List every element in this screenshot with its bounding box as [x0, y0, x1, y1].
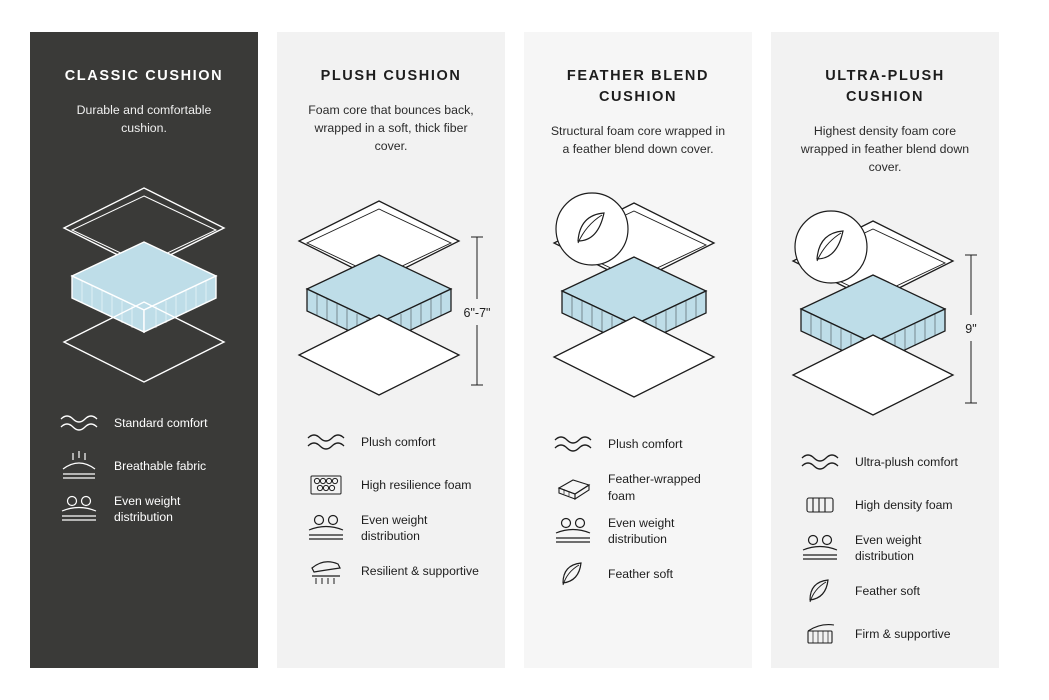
measurement-label: 9": [965, 322, 977, 337]
feature-label: Even weight distribution: [855, 532, 922, 563]
even-weight-icon: [550, 515, 596, 547]
page-title: ULTRA-PLUSH CUSHION: [825, 68, 945, 106]
feature-label: Plush comfort: [361, 434, 436, 449]
cushion-exploded-diagram: [287, 174, 495, 404]
feature-label: Even weight distribution: [608, 515, 675, 546]
list-item: [797, 446, 981, 478]
list-item: [797, 618, 981, 650]
feature-label: Feather-wrapped foam: [608, 472, 701, 503]
panel-classic-cushion: [30, 32, 258, 668]
even-weight-icon: [797, 532, 843, 564]
panel-ultra-plush-cushion: [771, 32, 999, 668]
feature-label: High resilience foam: [361, 477, 472, 492]
list-item: [797, 532, 981, 564]
feature-label: High density foam: [855, 497, 953, 512]
feature-list: [542, 428, 734, 589]
panel-plush-cushion: [277, 32, 505, 668]
feature-list: [789, 446, 981, 650]
foam-block-icon: [550, 472, 596, 504]
feature-label: Even weight distribution: [114, 494, 181, 525]
breathable-fabric-icon: [56, 450, 102, 482]
list-item: [550, 515, 734, 547]
panel-subtitle: Highest density foam core wrapped in feather blend down cover.: [800, 124, 970, 175]
feature-list: [295, 426, 487, 587]
base-layer: [299, 315, 459, 395]
feature-label: Firm & supportive: [855, 626, 951, 641]
feature-label: Resilient & supportive: [361, 563, 479, 578]
feature-label: Feather soft: [855, 583, 921, 598]
measurement-label: 6"-7": [463, 305, 491, 320]
feature-label: Standard comfort: [114, 416, 208, 431]
page-title: FEATHER BLEND CUSHION: [566, 68, 710, 106]
wave-lines-icon: [797, 446, 843, 478]
wave-lines-icon: [56, 407, 102, 439]
cushion-exploded-diagram: [40, 155, 248, 385]
feature-label: Breathable fabric: [114, 459, 207, 474]
list-item: [797, 489, 981, 521]
page-title: PLUSH CUSHION: [320, 68, 462, 84]
panel-subtitle: Foam core that bounces back, wrapped in a soft, thick fiber cover.: [308, 103, 474, 154]
panel-subtitle: Durable and comfortable cushion.: [76, 103, 212, 136]
cushion-exploded-diagram: [534, 176, 742, 406]
base-layer: [554, 317, 714, 397]
list-item: [550, 471, 734, 503]
wave-lines-icon: [303, 426, 349, 458]
list-item: [303, 555, 487, 587]
height-dimension-line: [464, 237, 491, 385]
list-item: [303, 469, 487, 501]
height-dimension-line: [965, 255, 977, 403]
hand-support-icon: [303, 555, 349, 587]
even-weight-icon: [56, 493, 102, 525]
list-item: [56, 407, 240, 439]
feature-label: Even weight distribution: [361, 512, 428, 543]
list-item: [797, 575, 981, 607]
list-item: [56, 493, 240, 525]
list-item: [303, 426, 487, 458]
cushion-exploded-diagram: [781, 195, 989, 424]
wave-lines-icon: [550, 428, 596, 460]
list-item: [550, 558, 734, 590]
list-item: [550, 428, 734, 460]
leaf-badge-icon: [556, 193, 628, 265]
feature-list: [48, 407, 240, 525]
list-item: [303, 512, 487, 544]
feature-label: Ultra-plush comfort: [855, 454, 958, 469]
panel-feather-blend-cushion: [524, 32, 752, 668]
panel-subtitle: Structural foam core wrapped in a feather blend down cover.: [550, 124, 726, 157]
density-foam-icon: [797, 489, 843, 521]
firm-support-icon: [797, 618, 843, 650]
feature-label: Feather soft: [608, 566, 674, 581]
feather-icon: [550, 558, 596, 590]
feather-icon: [797, 575, 843, 607]
list-item: [56, 450, 240, 482]
foam-core-layer: [72, 242, 216, 332]
honeycomb-foam-icon: [303, 469, 349, 501]
even-weight-icon: [303, 512, 349, 544]
page-title: CLASSIC CUSHION: [64, 68, 224, 84]
base-layer: [793, 335, 953, 415]
feature-label: Plush comfort: [608, 437, 683, 452]
leaf-badge-icon: [795, 211, 867, 283]
